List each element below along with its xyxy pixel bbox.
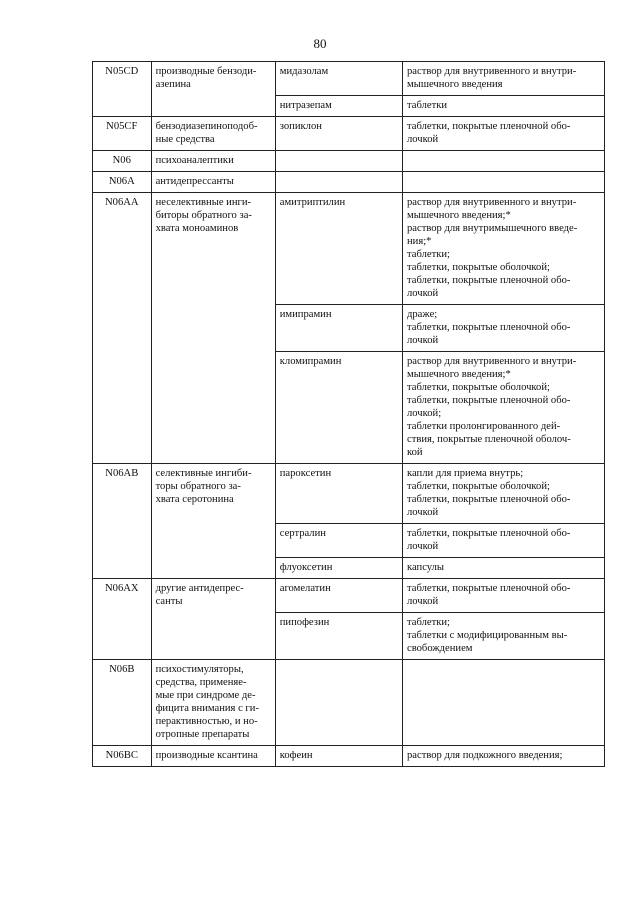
drug-name: амитриптилин [279, 197, 346, 208]
dosage-form-line: ния;* [407, 236, 432, 247]
dosage-form-line: раствор для внутривенного и внутри- [407, 66, 577, 77]
table-row [93, 62, 605, 96]
atc-code-cell [93, 117, 152, 151]
atc-code: N06AX [105, 583, 139, 594]
group-name-line: перактивностью, и но- [155, 716, 258, 727]
drug-name: флуоксетин [279, 562, 333, 573]
atc-code-cell [93, 660, 152, 746]
dosage-form-cell [403, 660, 605, 746]
dosage-form-cell [403, 151, 605, 172]
dosage-form-line: таблетки, покрытые пленочной обо- [407, 528, 571, 539]
table-row [93, 117, 605, 151]
drug-name-cell [275, 352, 402, 464]
drug-name: нитразепам [279, 100, 332, 111]
table-body [93, 62, 605, 767]
drug-name-cell [275, 464, 402, 524]
group-name-line: производные бензоди- [155, 66, 257, 77]
table-row [93, 464, 605, 524]
group-name-line: отропные препараты [155, 729, 250, 740]
drug-name: кломипрамин [279, 356, 342, 367]
atc-code-cell [93, 579, 152, 660]
anatomical-group-cell [151, 172, 275, 193]
anatomical-group-cell [151, 660, 275, 746]
dosage-form-cell [403, 117, 605, 151]
group-name-line: хвата моноаминов [155, 223, 239, 234]
drug-name-cell [275, 193, 402, 305]
group-name-line: торы обратного за- [155, 481, 241, 492]
dosage-form-cell [403, 746, 605, 767]
dosage-form-cell [403, 62, 605, 96]
drug-name: имипрамин [279, 309, 332, 320]
atc-code: N06BC [105, 750, 138, 761]
anatomical-group-cell [151, 62, 275, 117]
drug-name: сертралин [279, 528, 326, 539]
group-name-line: психоаналептики [155, 155, 234, 166]
atc-code-cell [93, 464, 152, 579]
dosage-form-line: таблетки пролонгированного дей- [407, 421, 561, 432]
dosage-form-line: лочкой [407, 596, 439, 607]
table-row [93, 193, 605, 305]
atc-code-cell [93, 172, 152, 193]
group-name-line: неселективные инги- [155, 197, 252, 208]
dosage-form-line: лочкой [407, 335, 439, 346]
table-row [93, 660, 605, 746]
drug-name: зопиклон [279, 121, 322, 132]
dosage-form-line: раствор для внутривенного и внутри- [407, 197, 577, 208]
dosage-form-cell [403, 464, 605, 524]
group-name-line: другие антидепрес- [155, 583, 244, 594]
dosage-form-cell [403, 96, 605, 117]
group-name-line: средства, применяе- [155, 677, 247, 688]
dosage-form-line: капли для приема внутрь; [407, 468, 524, 479]
drug-name-cell [275, 579, 402, 613]
drug-name-cell [275, 558, 402, 579]
dosage-form-line: лочкой; [407, 408, 442, 419]
dosage-form-line: лочкой [407, 134, 439, 145]
dosage-form-line: раствор для внутривенного и внутри- [407, 356, 577, 367]
group-name-line: бензодиазепиноподоб- [155, 121, 258, 132]
drug-name-cell [275, 305, 402, 352]
dosage-form-line: таблетки, покрытые оболочкой; [407, 382, 550, 393]
atc-code: N06AA [105, 197, 139, 208]
dosage-form-cell [403, 613, 605, 660]
dosage-form-line: мышечного введения [407, 79, 503, 90]
drug-name-cell [275, 117, 402, 151]
drug-classification-table [92, 61, 605, 767]
atc-code: N06AB [105, 468, 139, 479]
group-name-line: азепина [155, 79, 191, 90]
dosage-form-line: ствия, покрытые пленочной оболоч- [407, 434, 571, 445]
anatomical-group-cell [151, 151, 275, 172]
dosage-form-line: капсулы [407, 562, 445, 573]
anatomical-group-cell [151, 746, 275, 767]
group-name-line: селективные ингиби- [155, 468, 252, 479]
dosage-form-cell [403, 524, 605, 558]
group-name-line: антидепрессанты [155, 176, 234, 187]
table-row [93, 172, 605, 193]
dosage-form-line: таблетки, покрытые оболочкой; [407, 481, 550, 492]
dosage-form-line: таблетки, покрытые пленочной обо- [407, 395, 571, 406]
dosage-form-line: таблетки, покрытые пленочной обо- [407, 275, 571, 286]
dosage-form-line: кой [407, 447, 423, 458]
group-name-line: психостимуляторы, [155, 664, 244, 675]
table-row [93, 151, 605, 172]
drug-name: кофеин [279, 750, 313, 761]
dosage-form-cell [403, 172, 605, 193]
table-row [93, 579, 605, 613]
atc-code-cell [93, 62, 152, 117]
dosage-form-line: таблетки, покрытые пленочной обо- [407, 583, 571, 594]
dosage-form-line: таблетки, покрытые пленочной обо- [407, 494, 571, 505]
dosage-form-line: лочкой [407, 507, 439, 518]
group-name-line: ные средства [155, 134, 215, 145]
atc-code: N05CF [106, 121, 138, 132]
drug-name-cell [275, 96, 402, 117]
dosage-form-line: раствор для подкожного введения; [407, 750, 563, 761]
atc-code: N06 [112, 155, 131, 166]
drug-name-cell [275, 524, 402, 558]
dosage-form-line: таблетки; [407, 249, 450, 260]
atc-code-cell [93, 151, 152, 172]
anatomical-group-cell [151, 579, 275, 660]
dosage-form-line: свобождением [407, 643, 473, 654]
table-row [93, 746, 605, 767]
page-number: 80 [313, 36, 327, 51]
dosage-form-line: таблетки, покрытые пленочной обо- [407, 322, 571, 333]
atc-code-cell [93, 746, 152, 767]
dosage-form-line: таблетки с модифицированным вы- [407, 630, 568, 641]
dosage-form-cell [403, 193, 605, 305]
group-name-line: мые при синдроме де- [155, 690, 256, 701]
drug-name: пароксетин [279, 468, 332, 479]
dosage-form-line: мышечного введения;* [407, 210, 511, 221]
drug-name-cell [275, 613, 402, 660]
anatomical-group-cell [151, 117, 275, 151]
group-name-line: санты [155, 596, 183, 607]
atc-code: N06A [108, 176, 135, 187]
drug-name-cell [275, 172, 402, 193]
drug-name: мидазолам [279, 66, 329, 77]
dosage-form-line: таблетки, покрытые пленочной обо- [407, 121, 571, 132]
drug-name-cell [275, 151, 402, 172]
atc-code: N05CD [105, 66, 139, 77]
atc-code: N06B [109, 664, 135, 675]
dosage-form-line: драже; [407, 309, 438, 320]
drug-name: пипофезин [279, 617, 330, 628]
group-name-line: биторы обратного за- [155, 210, 252, 221]
dosage-form-line: раствор для внутримышечного введе- [407, 223, 578, 234]
atc-code-cell [93, 193, 152, 464]
group-name-line: производные ксантина [155, 750, 258, 761]
group-name-line: хвата серотонина [155, 494, 234, 505]
dosage-form-line: мышечного введения;* [407, 369, 511, 380]
group-name-line: фицита внимания с ги- [155, 703, 259, 714]
drug-name: агомелатин [279, 583, 331, 594]
dosage-form-cell [403, 352, 605, 464]
anatomical-group-cell [151, 193, 275, 464]
drug-name-cell [275, 660, 402, 746]
dosage-form-cell [403, 558, 605, 579]
dosage-form-cell [403, 305, 605, 352]
dosage-form-line: таблетки, покрытые оболочкой; [407, 262, 550, 273]
drug-name-cell [275, 62, 402, 96]
dosage-form-line: лочкой [407, 288, 439, 299]
dosage-form-line: таблетки [407, 100, 448, 111]
dosage-form-cell [403, 579, 605, 613]
anatomical-group-cell [151, 464, 275, 579]
dosage-form-line: лочкой [407, 541, 439, 552]
dosage-form-line: таблетки; [407, 617, 450, 628]
drug-name-cell [275, 746, 402, 767]
